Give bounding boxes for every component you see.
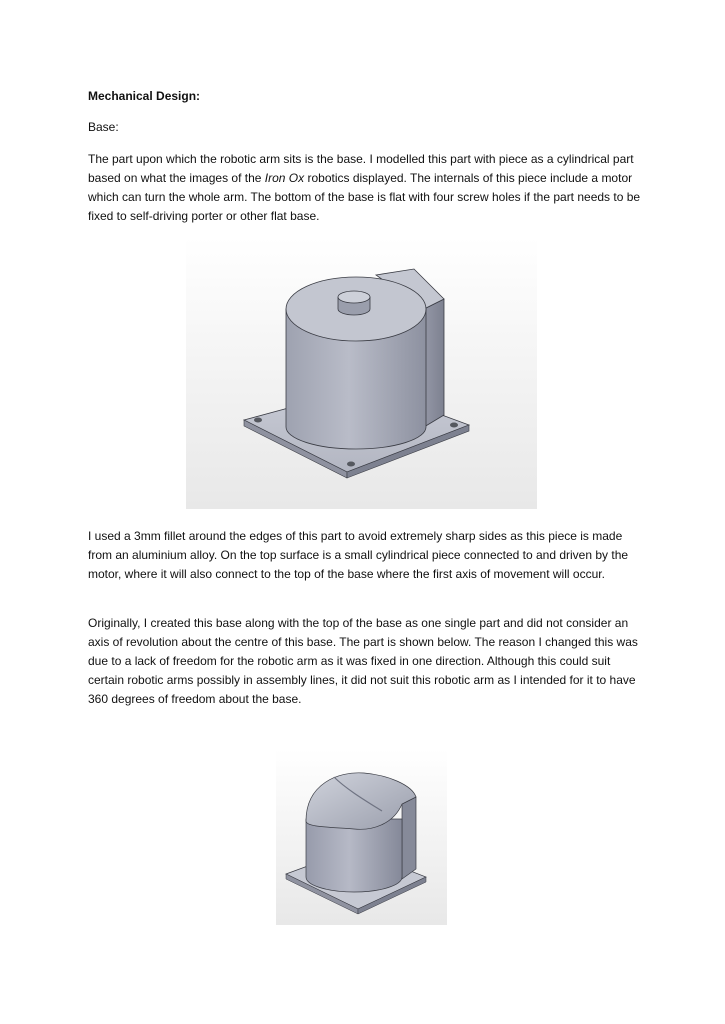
subsection-heading: Base:: [88, 120, 119, 134]
original-base-model-render: [276, 749, 447, 925]
paragraph-base-description: [88, 150, 643, 226]
paragraph-fillet-description: I used a 3mm fillet around the edges of this part to avoid extremely sharp sides as this piece is made from an aluminium alloy. On the top surface is a small cylindrical piece connected to and driven by the motor, where it will also connect to the top of the base where the first axis of movement will occur.: [88, 529, 629, 581]
side-housing-block: [424, 299, 444, 427]
emphasis-iron-ox: Iron Ox: [264, 171, 305, 185]
base-model-render: [186, 237, 537, 509]
figure-original-base-model: [276, 749, 447, 925]
paragraph-text: The part upon which the robotic arm sits is the base. I modelled this part with piece as a cylindrical part based on what the images of the: [88, 152, 634, 185]
side-housing-block: [402, 797, 416, 879]
paragraph-text: robotics displayed. The internals of this piece include a motor which can turn the whole arm. The bottom of the base is flat with four screw holes if the part needs to be fixed to self-driving porter or other flat base.: [88, 171, 641, 223]
screw-hole: [254, 418, 262, 423]
figure-base-model: [186, 237, 537, 509]
screw-hole: [347, 462, 355, 467]
drive-shaft-top: [338, 291, 370, 303]
section-heading: Mechanical Design:: [88, 89, 201, 103]
paragraph-original-design: Originally, I created this base along with the top of the base as one single part and did not consider an axis of revolution about the centre of this base. The part is shown below. The reason I changed this was due to a lack of freedom for the robotic arm as it was fixed in one direction. Although this could suit certain robotic arms possibly in assembly lines, it did not suit this robotic arm as I intended for it to have 360 degrees of freedom about the base.: [88, 616, 638, 706]
cylinder-body: [306, 819, 402, 892]
screw-hole: [450, 423, 458, 428]
